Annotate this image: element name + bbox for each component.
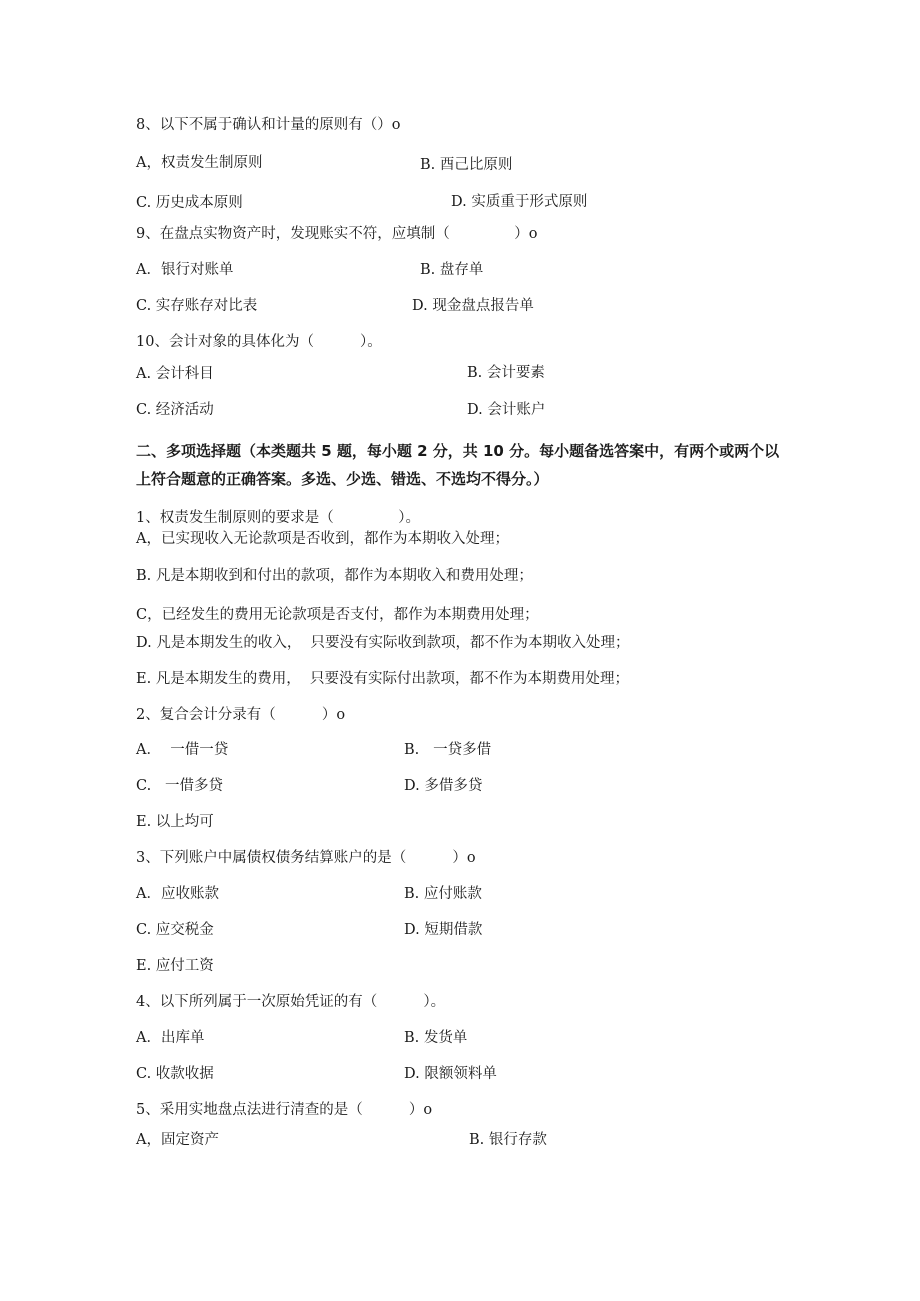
question-9: 9、在盘点实物资产时，发现账实不符，应填制（ ）o bbox=[136, 226, 538, 242]
s2-question-2: 2、复合会计分录有（ ）o bbox=[136, 707, 346, 723]
s2-q3-option-d: D. 短期借款 bbox=[404, 922, 483, 938]
s2-q1-option-d: D. 凡是本期发生的收入， 只要没有实际收到款项，都不作为本期收入处理； bbox=[136, 635, 630, 651]
q9-option-a: A．银行对账单 bbox=[136, 262, 234, 278]
s2-q5-option-b: B. 银行存款 bbox=[469, 1132, 547, 1148]
question-10: 10、会计对象的具体化为（ ）。 bbox=[136, 334, 382, 350]
q10-option-b: B. 会计要素 bbox=[467, 365, 545, 381]
s2-q4-option-a: A．出库单 bbox=[136, 1030, 205, 1046]
q10-option-d: D. 会计账户 bbox=[467, 402, 546, 418]
section-2-heading-line-1: 二、多项选择题（本类题共 5 题，每小题 2 分，共 10 分。每小题备选答案中，有两个或两个以 bbox=[136, 442, 780, 460]
q10-option-a: A. 会计科目 bbox=[136, 366, 214, 382]
s2-q5-option-a: A，固定资产 bbox=[136, 1132, 219, 1148]
s2-question-3: 3、下列账户中属债权债务结算账户的是（ ）o bbox=[136, 850, 476, 866]
q8-option-d: D. 实质重于形式原则 bbox=[451, 194, 588, 210]
q10-option-c: C. 经济活动 bbox=[136, 402, 214, 418]
s2-q2-option-b: B. 一贷多借 bbox=[404, 742, 492, 758]
s2-q1-option-b: B. 凡是本期收到和付出的款项，都作为本期收入和费用处理； bbox=[136, 568, 533, 584]
s2-q2-option-e: E. 以上均可 bbox=[136, 814, 214, 830]
q8-option-b: B. 酉己比原则 bbox=[420, 157, 513, 173]
s2-q1-option-c: C，已经发生的费用无论款项是否支付，都作为本期费用处理； bbox=[136, 607, 539, 623]
s2-q2-option-a: A． 一借一贷 bbox=[136, 742, 229, 758]
s2-question-4: 4、以下所列属于一次原始凭证的有（ ）。 bbox=[136, 994, 446, 1010]
s2-q4-option-d: D. 限额领料单 bbox=[404, 1066, 497, 1082]
q8-option-a: A，权责发生制原则 bbox=[136, 155, 263, 171]
s2-question-5: 5、采用实地盘点法进行清查的是（ ）o bbox=[136, 1102, 433, 1118]
q9-option-d: D. 现金盘点报告单 bbox=[412, 298, 534, 314]
s2-q2-option-c: C. 一借多贷 bbox=[136, 778, 224, 794]
s2-q3-option-a: A．应收账款 bbox=[136, 886, 219, 902]
s2-question-1: 1、权责发生制原则的要求是（ ）。 bbox=[136, 510, 421, 526]
s2-q4-option-c: C. 收款收据 bbox=[136, 1066, 214, 1082]
section-2-heading-line-2: 上符合题意的正确答案。多选、少选、错选、不选均不得分。） bbox=[136, 470, 549, 488]
s2-q3-option-c: C. 应交税金 bbox=[136, 922, 214, 938]
s2-q4-option-b: B. 发货单 bbox=[404, 1030, 468, 1046]
s2-q1-option-e: E. 凡是本期发生的费用， 只要没有实际付出款项，都不作为本期费用处理； bbox=[136, 671, 630, 687]
s2-q3-option-b: B. 应付账款 bbox=[404, 886, 482, 902]
s2-q3-option-e: E. 应付工资 bbox=[136, 958, 214, 974]
q9-option-b: B. 盘存单 bbox=[420, 262, 484, 278]
question-8: 8、以下不属于确认和计量的原则有（）o bbox=[136, 117, 401, 133]
s2-q2-option-d: D. 多借多贷 bbox=[404, 778, 483, 794]
q8-option-c: C. 历史成本原则 bbox=[136, 195, 243, 211]
q9-option-c: C. 实存账存对比表 bbox=[136, 298, 258, 314]
s2-q1-option-a: A，已实现收入无论款项是否收到，都作为本期收入处理； bbox=[136, 531, 509, 547]
